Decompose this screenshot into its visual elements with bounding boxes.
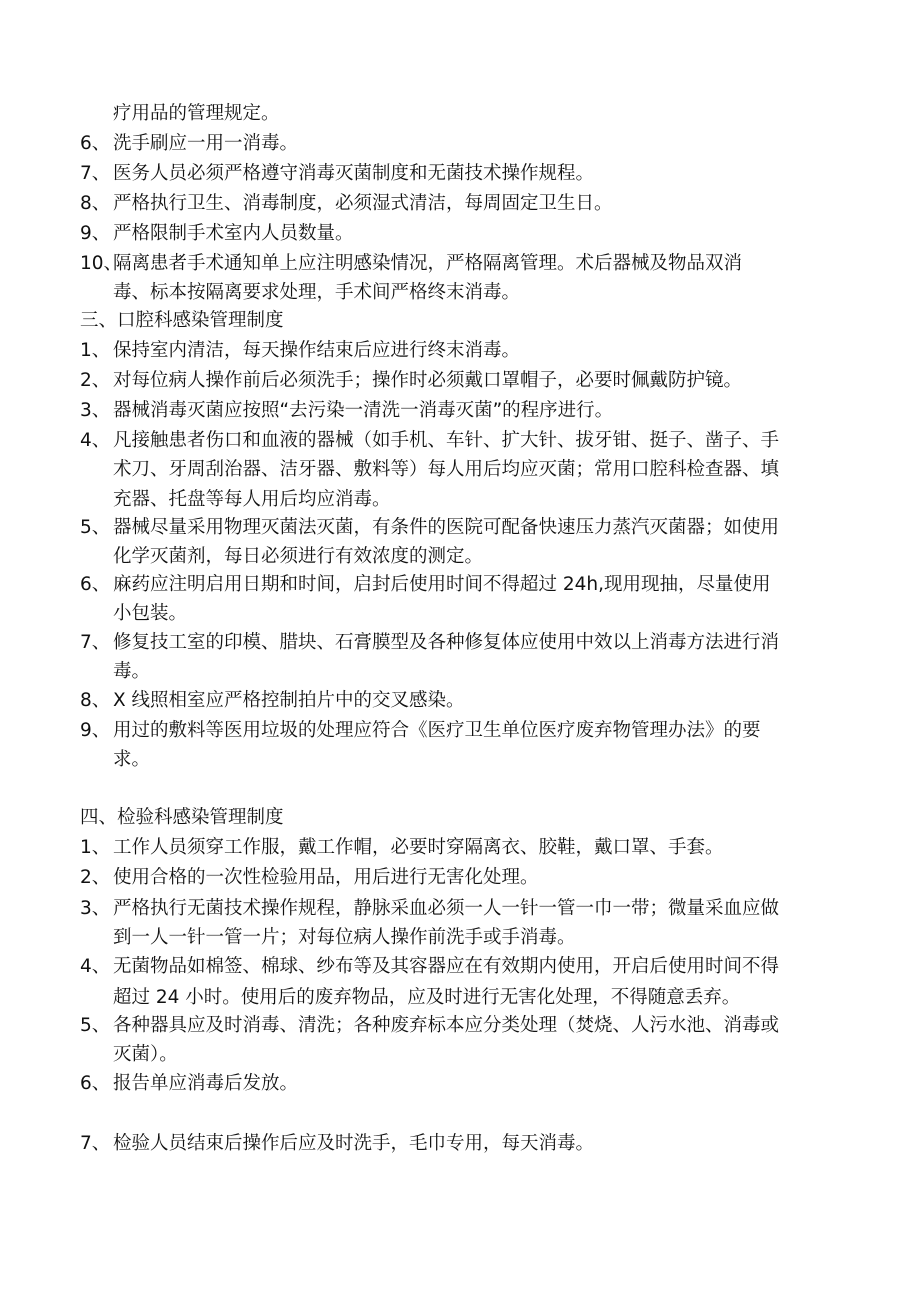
item-text-line: 术刀、牙周刮治器、洁牙器、敷料等）每人用后均应灭菌；常用口腔科检查器、填 [113,459,780,480]
item-text-line: X 线照相室应严格控制拍片中的交叉感染。 [113,690,465,711]
item-text-line: 求。 [113,749,151,770]
item-text-line: 用过的敷料等医用垃圾的处理应符合《医疗卫生单位医疗废弃物管理办法》的要 [113,720,761,741]
list-item [80,336,840,365]
list-item [80,159,840,188]
list-item [80,219,840,248]
list-item [80,570,840,629]
item-text-line: 四、检验科感染管理制度 [80,807,284,828]
list-item [80,716,840,775]
item-number: 8、 [80,193,111,214]
item-number: 1、 [80,340,111,361]
item-number: 3、 [80,898,111,919]
item-text-line: 严格执行无菌技术操作规程，静脉采血必须一人一针一管一巾一带；微量采血应做 [113,898,780,919]
item-text-line: 无菌物品如棉签、棉球、纱布等及其容器应在有效期内使用，开启后使用时间不得 [113,956,780,977]
item-number: 1、 [80,837,111,858]
list-item [80,1129,840,1158]
list-item [80,1011,840,1070]
item-text-line: 保持室内清洁，每天操作结束后应进行终末消毒。 [113,340,521,361]
list-item [80,426,840,515]
item-text-line: 器械消毒灭菌应按照“去污染一清洗一消毒灭菌”的程序进行。 [113,400,614,421]
item-text-line: 三、口腔科感染管理制度 [80,310,284,331]
item-text-line: 修复技工室的印模、腊块、石膏膜型及各种修复体应使用中效以上消毒方法进行消 [113,632,780,653]
list-item [80,513,840,572]
item-text-line: 充器、托盘等每人用后均应消毒。 [113,489,391,510]
item-text-line: 对每位病人操作前后必须洗手；操作时必须戴口罩帽子，必要时佩戴防护镜。 [113,370,743,391]
item-number: 8、 [80,690,111,711]
item-number: 10、 [80,253,123,274]
item-number: 2、 [80,370,111,391]
item-number: 7、 [80,163,111,184]
item-text-line: 器械尽量采用物理灭菌法灭菌，有条件的医院可配备快速压力蒸汽灭菌器；如使用 [113,517,780,538]
list-item [80,686,840,715]
item-number: 7、 [80,632,111,653]
list-item [80,396,840,425]
list-item [80,1069,840,1098]
item-text-line: 疗用品的管理规定。 [113,103,280,124]
list-item [80,628,840,687]
item-number: 7、 [80,1133,111,1154]
item-text-line: 严格限制手术室内人员数量。 [113,223,354,244]
item-text-line: 报告单应消毒后发放。 [113,1073,299,1094]
list-item [80,249,840,308]
item-number: 2、 [80,867,111,888]
item-text-line: 洗手刷应一用一消毒。 [113,133,299,154]
section-heading [80,803,840,832]
list-item [80,366,840,395]
item-number: 5、 [80,517,111,538]
item-number: 9、 [80,223,111,244]
item-text-line: 检验人员结束后操作后应及时洗手，毛巾专用，每天消毒。 [113,1133,595,1154]
item-number: 3、 [80,400,111,421]
item-text-line: 超过 24 小时。使用后的废弃物品，应及时进行无害化处理，不得随意丢弃。 [113,987,741,1008]
item-text-line: 麻药应注明启用日期和时间，启封后使用时间不得超过 24h,现用现抽，尽量使用 [113,574,771,595]
item-text-line: 化学灭菌剂，每日必须进行有效浓度的测定。 [113,546,484,567]
item-number: 9、 [80,720,111,741]
item-text-line: 工作人员须穿工作服，戴工作帽，必要时穿隔离衣、胶鞋，戴口罩、手套。 [113,837,724,858]
item-number: 5、 [80,1015,111,1036]
item-text-line: 使用合格的一次性检验用品，用后进行无害化处理。 [113,867,539,888]
list-item [80,833,840,862]
item-text-line: 灭菌）。 [113,1044,178,1065]
list-item [80,129,840,158]
item-text-line: 到一人一针一管一片；对每位病人操作前洗手或手消毒。 [113,927,576,948]
item-text-line: 毒、标本按隔离要求处理，手术间严格终末消毒。 [113,282,521,303]
item-text-line: 严格执行卫生、消毒制度，必须湿式清洁，每周固定卫生日。 [113,193,613,214]
item-text-line: 小包装。 [113,603,188,624]
list-item [80,952,840,1014]
list-item [80,863,840,892]
item-text-line: 医务人员必须严格遵守消毒灭菌制度和无菌技术操作规程。 [113,163,595,184]
list-item [80,189,840,218]
item-number: 6、 [80,574,111,595]
item-number: 4、 [80,956,111,977]
item-text-line: 凡接触患者伤口和血液的器械（如手机、车针、扩大针、拔牙钳、挺子、凿子、手 [113,430,780,451]
item-number: 6、 [80,1073,111,1094]
item-text-line: 各种器具应及时消毒、清洗；各种废弃标本应分类处理（焚烧、人污水池、消毒或 [113,1015,780,1036]
section-heading [80,306,840,335]
list-item [80,99,840,128]
item-text-line: 隔离患者手术通知单上应注明感染情况，严格隔离管理。术后器械及物品双消 [113,253,743,274]
item-number: 6、 [80,133,111,154]
item-text-line: 毒。 [113,661,151,682]
item-number: 4、 [80,430,111,451]
list-item [80,894,840,953]
